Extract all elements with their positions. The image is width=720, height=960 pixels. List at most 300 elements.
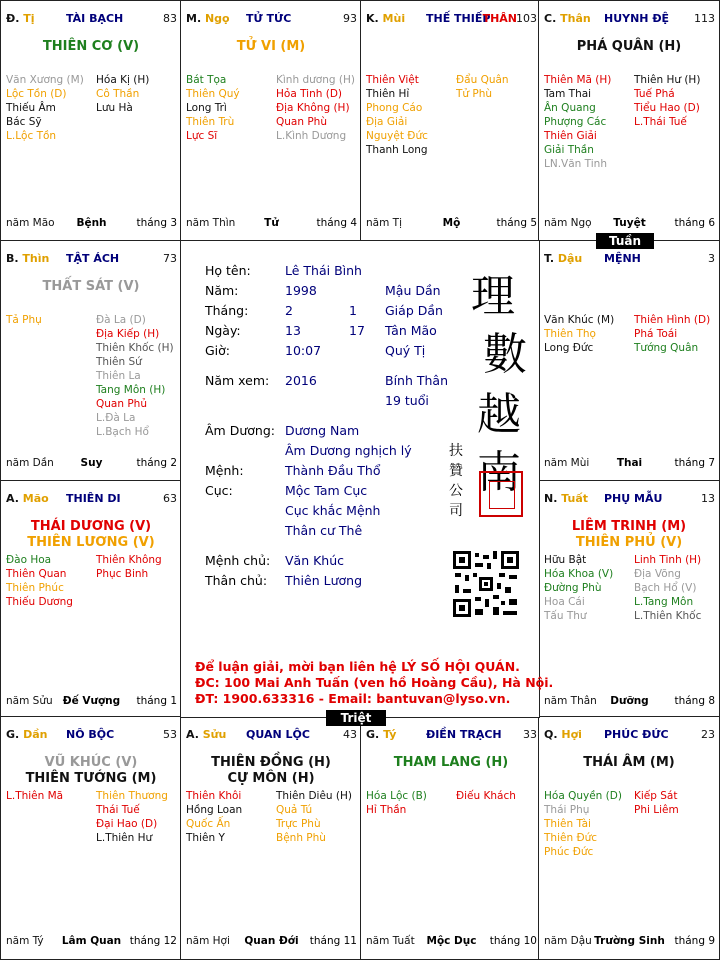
palace-header [6, 252, 177, 268]
palace-position [6, 492, 49, 505]
palace-stem: Q. [544, 728, 558, 741]
minor-stars-left [544, 553, 613, 623]
palace-header [366, 728, 537, 744]
contact-line-1: Để luận giải, mời bạn liên hệ LÝ SỐ HỘI QUÁN. [195, 659, 520, 674]
palace-than[interactable] [538, 0, 720, 242]
minor-star: L.Tang Môn [634, 596, 694, 608]
view-age: 19 tuổi [385, 393, 429, 408]
footer-year: năm Tý [6, 935, 44, 947]
minor-star: Thiên Khôi [186, 790, 242, 802]
minor-star: Hóa Kị (H) [96, 74, 150, 86]
calligraphy-char-1: 理 [471, 271, 515, 322]
palace-stem: G. [6, 728, 20, 741]
hour-value: 10:07 [285, 343, 322, 358]
minor-star: Thiên Y [186, 832, 225, 844]
minor-star: Thiên Hỉ [366, 88, 410, 100]
minor-stars-right [456, 789, 516, 803]
minor-star: Bác Sỹ [6, 116, 42, 128]
day-can-chi: Tân Mão [385, 323, 437, 338]
palace-dau[interactable] [538, 240, 720, 482]
footer-stage: Thai [616, 457, 643, 469]
minor-star: Thiên Đức [544, 832, 598, 844]
palace-age: 73 [163, 252, 177, 265]
footer-year: năm Thìn [186, 217, 236, 229]
minor-star: Đà La (D) [96, 314, 146, 326]
main-stars [361, 755, 541, 771]
main-star: THIÊN ĐỒNG (H) [211, 755, 331, 770]
minor-star: L.Bạch Hổ [96, 426, 149, 438]
palace-suu[interactable] [180, 716, 362, 960]
palace-footer [544, 457, 715, 471]
minor-star: Quan Phù [276, 116, 327, 128]
minor-star: Thiếu Âm [6, 102, 56, 114]
minor-star: Thiên La [96, 370, 141, 382]
footer-month: tháng 6 [674, 217, 715, 229]
minor-star: Hữu Bật [544, 554, 587, 566]
palace-name: HUYNH ĐỆ [604, 12, 670, 25]
minor-star: Thái Tuế [96, 804, 140, 816]
name-label: Họ tên: [205, 263, 251, 278]
day-label: Ngày: [205, 323, 241, 338]
than-chu-value: Thiên Lương [285, 573, 363, 588]
palace-branch: Thìn [22, 252, 50, 265]
hour-can-chi: Quý Tị [385, 343, 426, 358]
minor-star: Lộc Tồn (D) [6, 88, 67, 100]
name-value: Lê Thái Bình [285, 263, 362, 278]
footer-month: tháng 3 [136, 217, 177, 229]
minor-stars-left [544, 789, 622, 859]
palace-age: 23 [701, 728, 715, 741]
palace-position [6, 252, 49, 265]
menh-chu-label: Mệnh chủ: [205, 553, 271, 568]
than-cu-note: Thân cư Thê [285, 523, 363, 538]
year-value: 1998 [285, 283, 317, 298]
minor-star: Thiếu Dương [6, 596, 73, 608]
minor-star: Cô Thần [96, 88, 140, 100]
main-star: THÁI DƯƠNG (V) [30, 519, 152, 534]
palace-age: 3 [708, 252, 715, 265]
palace-position [6, 12, 35, 25]
palace-stem: C. [544, 12, 557, 25]
minor-star: L.Kình Dương [276, 130, 347, 142]
palace-stem: K. [366, 12, 379, 25]
minor-stars-right [634, 789, 679, 817]
palace-stem: M. [186, 12, 202, 25]
palace-position [6, 728, 47, 741]
minor-star: Đẩu Quân [456, 74, 509, 86]
minor-star: Hồng Loan [186, 804, 243, 816]
cuc-value: Mộc Tam Cục [285, 483, 368, 498]
palace-footer [366, 935, 537, 949]
palace-age: 43 [343, 728, 357, 741]
footer-month: tháng 4 [316, 217, 357, 229]
palace-position [544, 12, 591, 25]
minor-star: Kiếp Sát [634, 790, 678, 802]
minor-star: Hóa Khoa (V) [544, 568, 614, 580]
palace-footer [544, 217, 715, 231]
minor-stars-right [456, 73, 509, 101]
month-label: Tháng: [205, 303, 249, 318]
minor-stars-right [96, 553, 162, 581]
calligraphy-char-3: 越 [477, 389, 521, 440]
minor-star: Thiên Quý [186, 88, 240, 100]
palace-branch: Tuất [561, 492, 589, 505]
day-lunar: 17 [349, 323, 365, 338]
palace-stem: G. [366, 728, 380, 741]
footer-month: tháng 1 [136, 695, 177, 707]
minor-star: Hỉ Thần [366, 804, 407, 816]
main-star: THAM LANG (H) [393, 755, 509, 770]
minor-star: Long Trì [186, 102, 227, 114]
minor-star: Quả Tú [276, 804, 313, 816]
main-stars [1, 39, 181, 55]
minor-star: Giải Thần [544, 144, 594, 156]
footer-year: năm Tuất [366, 935, 415, 947]
minor-star: Thiên Phúc [6, 582, 64, 594]
minor-stars-right [96, 73, 149, 115]
minor-stars-right [276, 73, 355, 143]
footer-month: tháng 12 [129, 935, 177, 947]
palace-age: 13 [701, 492, 715, 505]
palace-tuat[interactable] [538, 480, 720, 720]
minor-star: Linh Tinh (H) [634, 554, 702, 566]
palace-header [6, 12, 177, 28]
main-stars [539, 519, 719, 551]
palace-stem: A. [6, 492, 19, 505]
minor-star: Văn Xương (M) [6, 74, 84, 86]
main-star: LIÊM TRINH (M) [571, 519, 687, 534]
minor-star: Tả Phụ [6, 314, 42, 326]
minor-star: Nguyệt Đức [366, 130, 428, 142]
minor-star: Địa Không (H) [276, 102, 350, 114]
day-value: 13 [285, 323, 301, 338]
minor-star: Thiên Diêu (H) [276, 790, 352, 802]
footer-year: năm Ngọ [544, 217, 592, 229]
footer-stage: Quan Đới [244, 935, 299, 947]
minor-star: Lưu Hà [96, 102, 133, 114]
palace-branch: Hợi [561, 728, 582, 741]
minor-star: Bệnh Phù [276, 832, 326, 844]
palace-ngo[interactable] [180, 0, 362, 242]
footer-stage: Bệnh [76, 217, 107, 229]
minor-star: L.Thái Tuế [634, 116, 687, 128]
minor-star: Tấu Thư [544, 610, 587, 622]
footer-year: năm Mão [6, 217, 55, 229]
than-marker: THÂN [482, 12, 517, 25]
triet-marker: Triệt [326, 710, 386, 726]
palace-footer [544, 695, 715, 709]
minor-star: Tiểu Hao (D) [634, 102, 700, 114]
than-chu-label: Thân chủ: [205, 573, 268, 588]
minor-star: Phá Toái [634, 328, 678, 340]
minor-star: Thiên Trù [186, 116, 235, 128]
palace-branch: Ngọ [204, 12, 230, 25]
palace-header [186, 728, 357, 744]
cuc-label: Cục: [205, 483, 233, 498]
palace-header [544, 12, 715, 28]
minor-stars-right [634, 313, 710, 355]
palace-position [544, 728, 582, 741]
palace-thin[interactable] [0, 240, 182, 482]
minor-star: Tướng Quân [634, 342, 699, 354]
minor-star: Phượng Các [544, 116, 607, 128]
minor-star: Thiên Việt [366, 74, 419, 86]
minor-star: Lực Sĩ [186, 130, 218, 142]
minor-star: Thiên Mã (H) [544, 74, 612, 86]
minor-star: Thiên Thương [96, 790, 168, 802]
minor-star: Thiên Thọ [544, 328, 596, 340]
minor-star: Thiên Hình (D) [634, 314, 711, 326]
minor-stars-left [544, 73, 611, 171]
palace-footer [366, 217, 537, 231]
menh-value: Thành Đầu Thổ [285, 463, 381, 478]
palace-name: MỆNH [604, 252, 641, 265]
footer-stage: Lâm Quan [61, 935, 122, 947]
palace-header [544, 728, 715, 744]
main-stars [181, 39, 361, 55]
footer-year: năm Tị [366, 217, 402, 229]
minor-star: Hoa Cái [544, 596, 585, 608]
minor-star: Thái Phụ [544, 804, 590, 816]
main-stars [539, 39, 719, 55]
contact-line-2: ĐC: 100 Mai Anh Tuấn (ven hồ Hoàng Cầu), Hà Nội. [195, 675, 554, 690]
palace-header [544, 492, 715, 508]
am-duong-value: Dương Nam [285, 423, 360, 438]
qr-code-icon[interactable] [451, 549, 521, 619]
year-label: Năm: [205, 283, 239, 298]
palace-age: 103 [516, 12, 537, 25]
palace-branch: Mùi [382, 12, 406, 25]
palace-footer [186, 217, 357, 231]
minor-stars-right [96, 313, 174, 439]
minor-star: Thiên Tài [544, 818, 591, 830]
palace-hoi[interactable] [538, 716, 720, 960]
palace-header [366, 12, 537, 28]
minor-stars-right [276, 789, 352, 845]
minor-star: L.Thiên Hư [96, 832, 153, 844]
minor-star: Hóa Lộc (B) [366, 790, 427, 802]
minor-star: LN.Văn Tinh [544, 158, 607, 170]
palace-age: 113 [694, 12, 715, 25]
contact-info [195, 659, 553, 707]
am-duong-label: Âm Dương: [205, 423, 275, 438]
calligraphy-char-4: 南 [477, 447, 521, 498]
center-info-panel [180, 240, 554, 718]
minor-star: Bát Tọa [186, 74, 227, 86]
footer-month: tháng 11 [309, 935, 357, 947]
minor-stars-left [6, 789, 63, 803]
palace-branch: Dậu [557, 252, 583, 265]
palace-header [544, 252, 715, 268]
palace-name: NÔ BỘC [66, 728, 115, 741]
palace-header [6, 728, 177, 744]
minor-star: Đường Phù [544, 582, 602, 594]
palace-name: THIÊN DI [66, 492, 121, 505]
view-year-can-chi: Bính Thân [385, 373, 449, 388]
footer-year: năm Dần [6, 457, 54, 469]
minor-stars-right [634, 73, 700, 129]
minor-star: Ân Quang [544, 102, 596, 114]
footer-stage: Mộc Dục [426, 935, 477, 947]
palace-stem: Đ. [6, 12, 20, 25]
palace-header [186, 12, 357, 28]
footer-month: tháng 8 [674, 695, 715, 707]
footer-stage: Tuyệt [613, 217, 646, 229]
footer-year: năm Sửu [6, 695, 53, 707]
footer-stage: Mộ [442, 217, 461, 229]
minor-star: Thiên Sứ [96, 356, 142, 368]
main-stars [181, 755, 361, 787]
contact-line-3: ĐT: 1900.633316 - Email: bantuvan@lyso.vn. [195, 691, 511, 706]
palace-name: TỬ TỨC [246, 12, 292, 25]
main-star: TỬ VI (M) [236, 39, 306, 54]
main-star: VŨ KHÚC (V) [44, 755, 138, 770]
month-value: 2 [285, 303, 293, 318]
minor-star: Tang Môn (H) [96, 384, 166, 396]
minor-star: Bạch Hổ (V) [634, 582, 697, 594]
main-stars [1, 279, 181, 295]
cuc-note: Cục khắc Mệnh [285, 503, 381, 518]
footer-month: tháng 10 [489, 935, 537, 947]
minor-star: Long Đức [544, 342, 594, 354]
main-star: CỰ MÔN (H) [227, 771, 315, 786]
view-year-label: Năm xem: [205, 373, 270, 388]
main-stars [1, 519, 181, 551]
palace-position [544, 492, 588, 505]
palace-ty[interactable] [360, 716, 542, 960]
palace-age: 63 [163, 492, 177, 505]
main-star: THIÊN CƠ (V) [42, 39, 140, 54]
minor-stars-left [366, 73, 428, 157]
palace-stem: N. [544, 492, 558, 505]
palace-name: PHÚC ĐỨC [604, 728, 669, 741]
palace-mao[interactable] [0, 480, 182, 720]
footer-stage: Dưỡng [610, 695, 649, 707]
footer-year: năm Hợi [186, 935, 230, 947]
footer-stage: Đế Vượng [62, 695, 121, 707]
menh-chu-value: Văn Khúc [285, 553, 345, 568]
palace-name: THẾ THIẾP [426, 12, 491, 25]
palace-age: 83 [163, 12, 177, 25]
footer-year: năm Mùi [544, 457, 590, 469]
minor-star: Điếu Khách [456, 790, 516, 802]
palace-position [366, 728, 396, 741]
footer-month: tháng 2 [136, 457, 177, 469]
minor-star: Tử Phù [456, 88, 493, 100]
palace-age: 33 [523, 728, 537, 741]
minor-stars-left [6, 313, 42, 327]
palace-footer [6, 217, 177, 231]
palace-header [6, 492, 177, 508]
main-star: THÁI ÂM (M) [583, 755, 675, 770]
palace-footer [6, 695, 177, 709]
footer-month: tháng 9 [674, 935, 715, 947]
minor-star: Phúc Đức [544, 846, 594, 858]
minor-star: Quốc Ấn [186, 818, 231, 830]
tuan-marker: Tuần [596, 233, 654, 249]
palace-branch: Thân [560, 12, 591, 25]
hour-label: Giờ: [205, 343, 231, 358]
palace-name: TÀI BẠCH [66, 12, 124, 25]
minor-star: Phong Cáo [366, 102, 423, 114]
minor-stars-right [96, 789, 168, 845]
palace-stem: A. [186, 728, 199, 741]
palace-name: ĐIỀN TRẠCH [426, 728, 502, 741]
footer-year: năm Thân [544, 695, 597, 707]
month-lunar: 1 [349, 303, 357, 318]
minor-star: Thiên Hư (H) [634, 74, 701, 86]
year-can-chi: Mậu Dần [385, 283, 441, 298]
minor-star: Trực Phù [276, 818, 321, 830]
palace-position [186, 728, 226, 741]
minor-star: L.Thiên Mã [6, 790, 64, 802]
minor-star: Thiên Quan [6, 568, 67, 580]
minor-star: Tuế Phá [634, 88, 675, 100]
minor-stars-left [6, 73, 84, 143]
minor-star: Thiên Giải [544, 130, 597, 142]
minor-star: Tam Thai [544, 88, 592, 100]
minor-stars-right [634, 553, 701, 623]
footer-stage: Trường Sinh [594, 935, 665, 947]
minor-star: Văn Khúc (M) [544, 314, 615, 326]
palace-age: 53 [163, 728, 177, 741]
main-star: THIÊN TƯỚNG (M) [25, 771, 157, 786]
main-star: THIÊN PHỦ (V) [575, 535, 683, 550]
minor-star: Phi Liêm [634, 804, 679, 816]
palace-mui[interactable] [360, 0, 542, 242]
palace-position [544, 252, 582, 265]
minor-star: Quan Phủ [96, 398, 147, 410]
palace-footer [6, 457, 177, 471]
main-star: THẤT SÁT (V) [42, 279, 140, 294]
palace-position [186, 12, 230, 25]
palace-branch: Tý [383, 728, 397, 741]
palace-branch: Sửu [202, 728, 227, 741]
minor-star: Thiên Không [96, 554, 162, 566]
palace-branch: Tị [23, 12, 35, 25]
footer-month: tháng 7 [674, 457, 715, 469]
minor-stars-left [186, 73, 240, 143]
footer-month: tháng 5 [496, 217, 537, 229]
menh-label: Mệnh: [205, 463, 244, 478]
main-stars [1, 755, 181, 787]
footer-stage: Suy [80, 457, 103, 469]
palace-footer [6, 935, 177, 949]
palace-position [366, 12, 405, 25]
calligraphy-char-2: 數 [483, 329, 527, 380]
palace-stem: T. [544, 252, 555, 265]
palace-footer [186, 935, 357, 949]
palace-branch: Mão [22, 492, 49, 505]
palace-dan[interactable] [0, 716, 182, 960]
palace-ti[interactable] [0, 0, 182, 242]
palace-age: 93 [343, 12, 357, 25]
minor-star: Địa Kiếp (H) [96, 328, 160, 340]
minor-stars-left [366, 789, 427, 817]
palace-name: QUAN LỘC [246, 728, 310, 741]
minor-stars-left [6, 553, 73, 609]
minor-star: Hỏa Tinh (D) [276, 88, 343, 100]
minor-star: Đào Hoa [6, 554, 52, 566]
seal-side-text: 扶 贊 公 司 [449, 443, 463, 519]
minor-star: L.Đà La [96, 412, 136, 424]
minor-star: Thiên Khốc (H) [96, 342, 174, 354]
palace-branch: Dần [23, 728, 48, 741]
main-star: PHÁ QUÂN (H) [576, 39, 682, 54]
palace-footer [544, 935, 715, 949]
minor-star: Kình dương (H) [276, 74, 355, 86]
minor-star: Địa Giải [366, 116, 408, 128]
